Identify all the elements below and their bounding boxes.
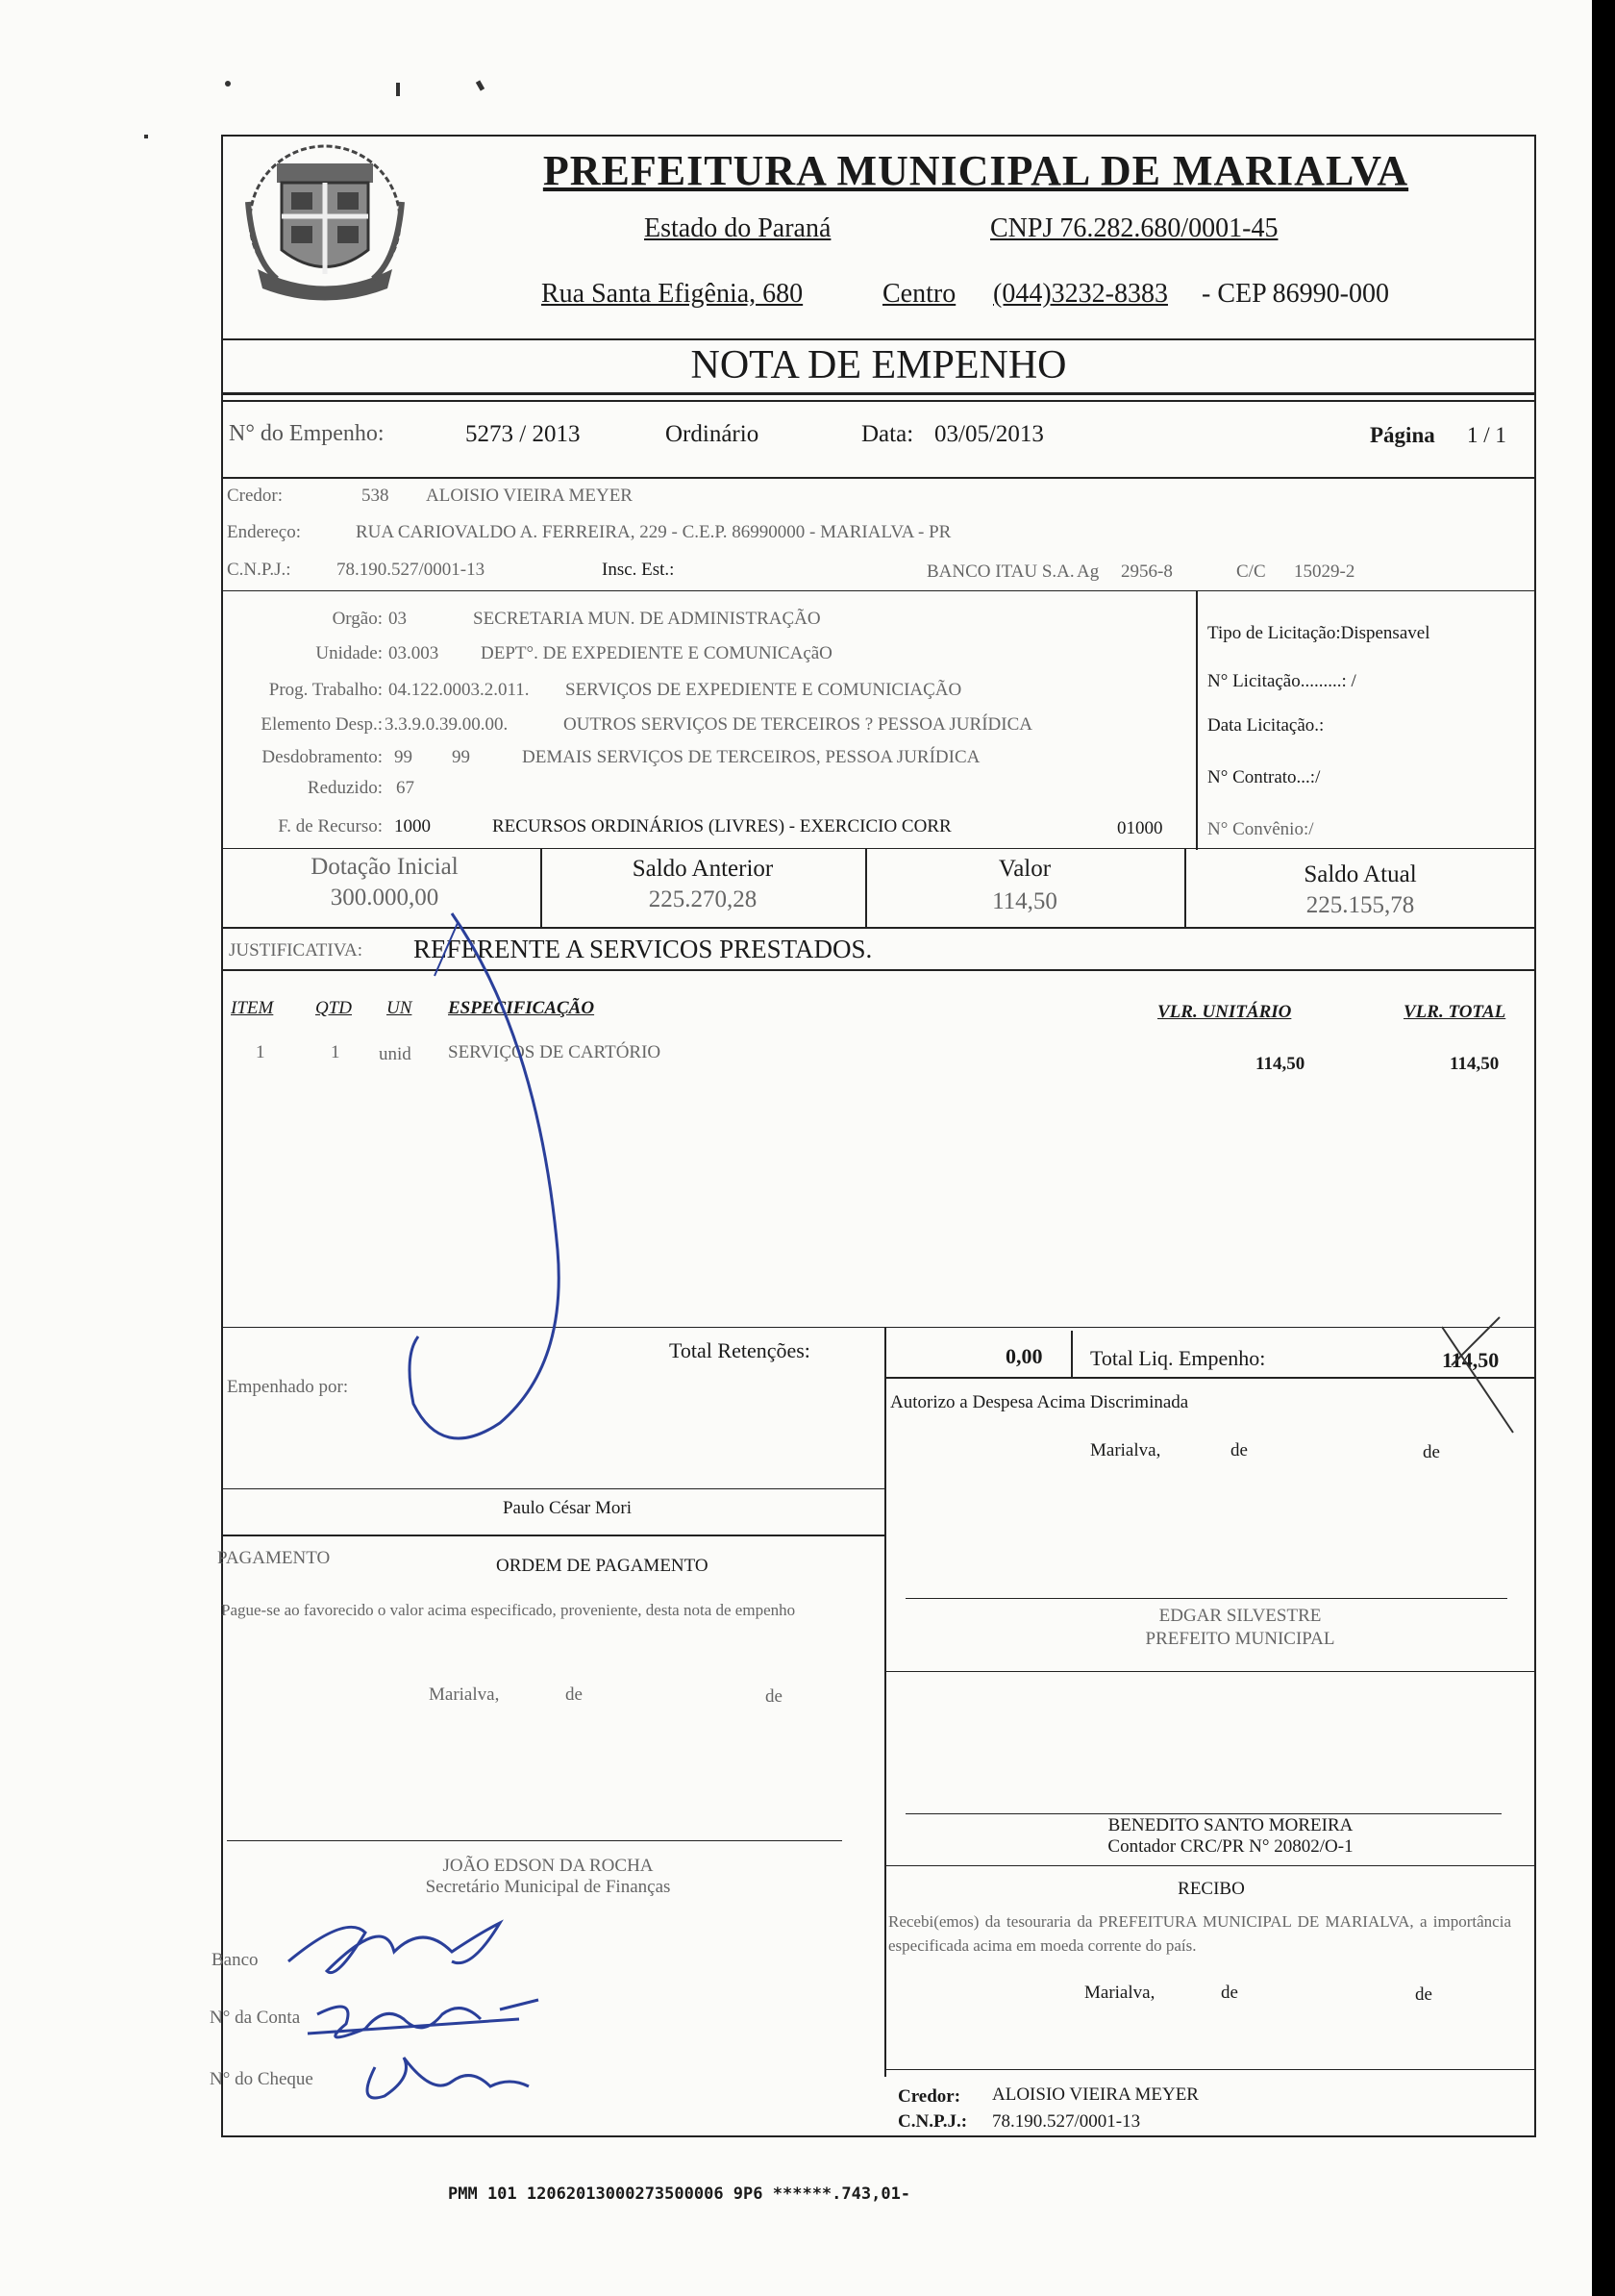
check-mark	[1442, 1317, 1513, 1433]
credor-cnpj: 78.190.527/0001-13	[336, 560, 485, 580]
saldo-atual-value: 225.155,78	[1305, 892, 1415, 918]
retencoes-label: Total Retenções:	[669, 1338, 810, 1362]
conta-label: N° da Conta	[210, 2008, 301, 2028]
qtd-column-header: QTD	[315, 998, 353, 1018]
empenho-number: 5273 / 2013	[465, 421, 581, 447]
prog-trabalho-label: Prog. Trabalho:	[268, 680, 383, 700]
recibo-cnpj-label: C.N.P.J.:	[898, 2111, 968, 2132]
autorizo-de-2: de	[1423, 1442, 1440, 1462]
fonte-recurso-name: RECURSOS ORDINÁRIOS (LIVRES) - EXERCICIO CORR	[492, 816, 952, 836]
credor-code: 538	[361, 486, 389, 506]
autorizo-city: Marialva,	[1090, 1440, 1161, 1460]
numero-convenio: N° Convênio:/	[1207, 819, 1314, 839]
cnpj-label: C.N.P.J.:	[227, 560, 291, 580]
contador-role: Contador CRC/PR N° 20802/O-1	[1107, 1836, 1354, 1857]
address-street: Rua Santa Efigênia, 680	[541, 279, 804, 309]
pagamento-de-2: de	[765, 1686, 783, 1707]
unidade-name: DEPT°. DE EXPEDIENTE E COMUNICAçãO	[481, 643, 832, 663]
desdobramento-name: DEMAIS SERVIÇOS DE TERCEIROS, PESSOA JURÍDICA	[522, 747, 981, 767]
address-cep: - CEP 86990-000	[1202, 279, 1389, 309]
pagamento-text: Pague-se ao favorecido o valor acima especificado, proveniente, desta nota de empenho	[221, 1601, 796, 1619]
retencoes-value: 0,00	[1006, 1344, 1043, 1368]
empenho-number-label: N° do Empenho:	[229, 421, 385, 446]
footer-code: PMM 101 12062013000273500006 9P6 ******.743,01-	[448, 2184, 911, 2204]
insc-est-label: Insc. Est.:	[602, 560, 675, 580]
dotacao-inicial-value: 300.000,00	[330, 885, 439, 911]
autorizo-de-1: de	[1230, 1440, 1248, 1460]
prog-trabalho-code: 04.122.0003.2.011.	[388, 680, 530, 700]
banco-signature	[288, 1923, 500, 1973]
empenho-type: Ordinário	[665, 421, 759, 447]
vlr-total-column-header: VLR. TOTAL	[1404, 1002, 1506, 1022]
especificacao-column-header: ESPECIFICAÇÃO	[448, 998, 595, 1018]
cheque-signature	[367, 2058, 529, 2098]
table-row-unit-value: 114,50	[1255, 1054, 1305, 1074]
un-column-header: UN	[386, 998, 412, 1018]
banco-label: Banco	[211, 1950, 259, 1970]
orgao-label: Orgão:	[332, 609, 383, 629]
page-number: 1 / 1	[1467, 423, 1506, 447]
address-label: Endereço:	[227, 522, 302, 542]
account-number: 15029-2	[1294, 562, 1355, 582]
table-row-un: unid	[379, 1044, 411, 1064]
signature-arc	[410, 913, 559, 1438]
recibo-title: RECIBO	[1178, 1879, 1245, 1899]
table-row-total-value: 114,50	[1450, 1054, 1500, 1074]
secretario-name: JOÃO EDSON DA ROCHA	[442, 1856, 654, 1876]
table-row-item: 1	[256, 1042, 265, 1062]
justificativa-text: REFERENTE A SERVICOS PRESTADOS.	[413, 935, 873, 963]
address-district: Centro	[882, 279, 957, 309]
empenho-date: 03/05/2013	[934, 421, 1044, 447]
table-row-spec: SERVIÇOS DE CARTÓRIO	[448, 1042, 661, 1062]
autorizo-text: Autorizo a Despesa Acima Discriminada	[890, 1392, 1189, 1412]
recibo-credor-label: Credor:	[898, 2086, 961, 2107]
desdobramento-label: Desdobramento:	[261, 747, 383, 767]
empenhado-por-label: Empenhado por:	[227, 1377, 349, 1397]
document-title: NOTA DE EMPENHO	[690, 343, 1067, 387]
contador-name: BENEDITO SANTO MOREIRA	[1107, 1815, 1354, 1835]
credor-address: RUA CARIOVALDO A. FERREIRA, 229 - C.E.P. 86990000 - MARIALVA - PR	[356, 522, 952, 542]
unidade-label: Unidade:	[315, 643, 383, 663]
municipality-title: PREFEITURA MUNICIPAL DE MARIALVA	[542, 147, 1409, 194]
saldo-anterior-value: 225.270,28	[648, 886, 758, 912]
credor-label: Credor:	[227, 486, 284, 506]
tipo-licitacao: Tipo de Licitação:Dispensavel	[1207, 623, 1430, 643]
total-liquido-label: Total Liq. Empenho:	[1090, 1346, 1266, 1370]
recibo-de-2: de	[1415, 1984, 1432, 2005]
saldo-anterior-label: Saldo Anterior	[632, 856, 774, 882]
valor-value: 114,50	[992, 888, 1057, 914]
elemento-code: 3.3.9.0.39.00.00.	[385, 714, 509, 735]
recibo-credor-name: ALOISIO VIEIRA MEYER	[992, 2084, 1199, 2105]
elemento-label: Elemento Desp.:	[261, 714, 383, 735]
desdobramento-code-1: 99	[394, 747, 412, 767]
pagamento-de-1: de	[565, 1685, 583, 1705]
bank-name: BANCO ITAU S.A.	[927, 562, 1075, 582]
unidade-code: 03.003	[388, 643, 439, 663]
municipality-cnpj: CNPJ 76.282.680/0001-45	[990, 213, 1279, 243]
pagamento-label: PAGAMENTO	[217, 1548, 331, 1568]
orgao-code: 03	[388, 609, 407, 629]
table-row-qtd: 1	[331, 1042, 340, 1062]
fonte-recurso-code-2: 01000	[1117, 818, 1163, 838]
vlr-unitario-column-header: VLR. UNITÁRIO	[1157, 1002, 1292, 1022]
date-label: Data:	[861, 421, 914, 447]
empenhado-signer: Paulo César Mori	[502, 1498, 633, 1518]
total-liquido-value: 114,50	[1442, 1348, 1500, 1372]
prog-trabalho-name: SERVIÇOS DE EXPEDIENTE E COMUNICIAÇÃO	[565, 680, 962, 700]
credor-name: ALOISIO VIEIRA MEYER	[426, 486, 633, 506]
valor-label: Valor	[998, 856, 1052, 882]
ordem-pagamento-title: ORDEM DE PAGAMENTO	[496, 1556, 708, 1576]
recibo-de-1: de	[1221, 1983, 1238, 2003]
numero-contrato: N° Contrato...:/	[1207, 767, 1321, 787]
orgao-name: SECRETARIA MUN. DE ADMINISTRAÇÃO	[473, 609, 821, 629]
reduzido-label: Reduzido:	[307, 778, 383, 798]
recibo-text: Recebi(emos) da tesouraria da PREFEITURA MUNICIPAL DE MARIALVA, a importância especificada acima em moeda corrente do país.	[888, 1912, 1511, 1955]
signature-arc	[435, 923, 458, 976]
address-phone: (044)3232-8383	[993, 279, 1168, 309]
prefeito-role: PREFEITO MUNICIPAL	[1145, 1629, 1335, 1649]
fonte-recurso-code: 1000	[394, 816, 431, 836]
prefeito-name: EDGAR SILVESTRE	[1158, 1606, 1322, 1626]
agency-number: 2956-8	[1121, 562, 1173, 582]
pagamento-city: Marialva,	[429, 1685, 500, 1705]
saldo-atual-label: Saldo Atual	[1304, 861, 1417, 887]
fonte-recurso-label: F. de Recurso:	[278, 816, 383, 836]
desdobramento-code-2: 99	[452, 747, 470, 767]
cheque-label: N° do Cheque	[210, 2069, 313, 2089]
secretario-role: Secretário Municipal de Finanças	[425, 1877, 671, 1897]
account-label: C/C	[1236, 562, 1266, 582]
state-label: Estado do Paraná	[644, 213, 832, 243]
dotacao-inicial-label: Dotação Inicial	[311, 854, 459, 880]
conta-signature	[308, 2000, 538, 2037]
item-column-header: ITEM	[231, 998, 274, 1018]
data-licitacao: Data Licitação.:	[1207, 715, 1325, 736]
reduzido-code: 67	[396, 778, 414, 798]
justificativa-label: JUSTIFICATIVA:	[229, 940, 363, 961]
numero-licitacao: N° Licitação.........: /	[1207, 671, 1356, 691]
agency-label: Ag	[1077, 562, 1100, 582]
recibo-city: Marialva,	[1084, 1983, 1155, 2003]
elemento-name: OUTROS SERVIÇOS DE TERCEIROS ? PESSOA JURÍDICA	[563, 714, 1032, 735]
page-label: Página	[1370, 423, 1435, 447]
recibo-cnpj: 78.190.527/0001-13	[992, 2111, 1141, 2132]
